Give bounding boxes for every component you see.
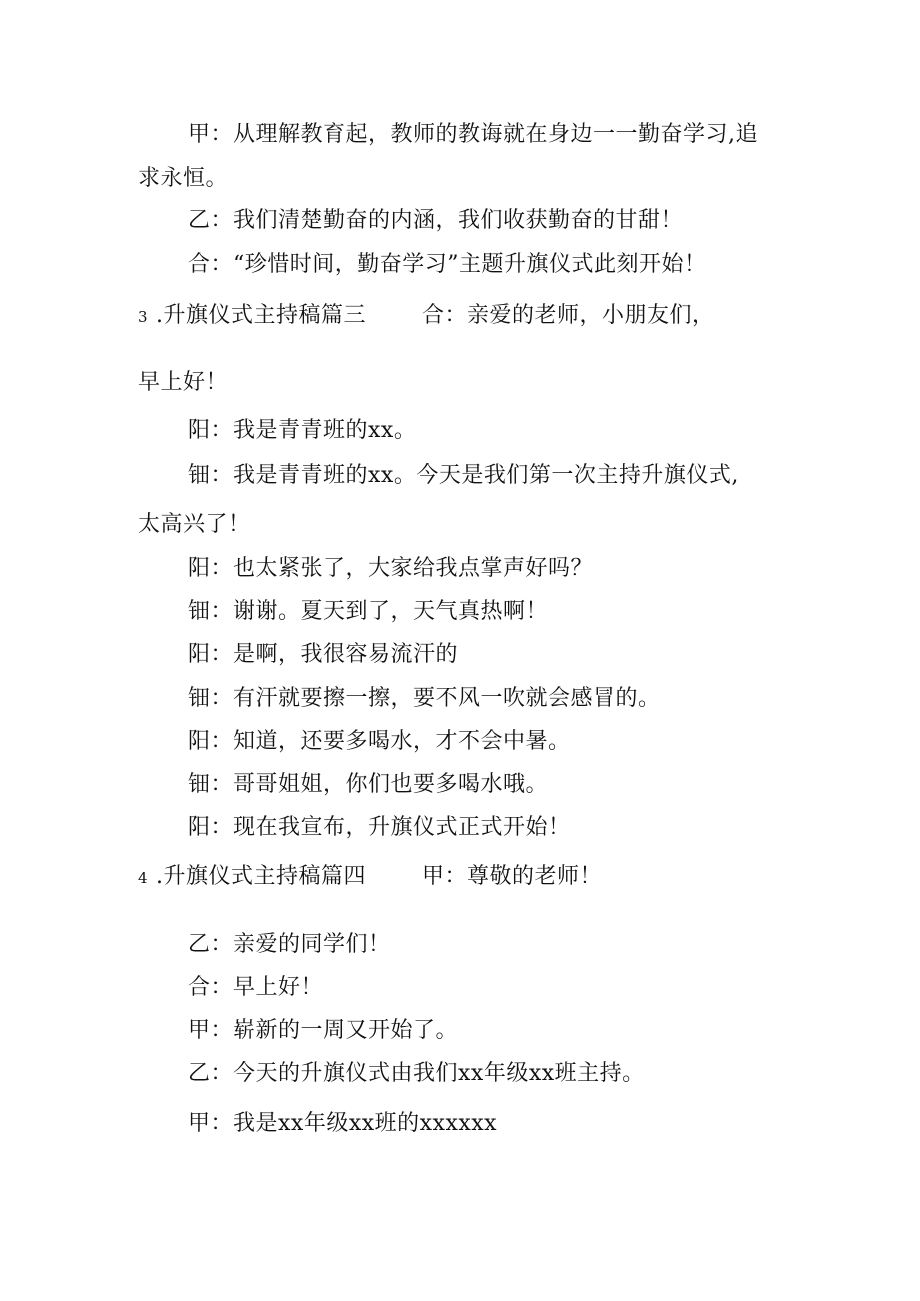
section-title: .升旗仪式主持稿篇四 — [156, 864, 367, 889]
paragraph-line: 早上好！ — [138, 370, 229, 395]
paragraph-line: 太高兴了！ — [138, 512, 251, 537]
paragraph-line: 阳：也太紧张了，大家给我点掌声好吗？ — [188, 556, 594, 581]
paragraph-line: 阳：是啊，我很容易流汗的 — [188, 642, 459, 667]
section-number: 4 — [138, 869, 149, 887]
section-number: 3 — [138, 308, 149, 326]
paragraph-line: 阳：我是青青班的xx。 — [188, 418, 417, 443]
paragraph-line: 阳：现在我宣布，升旗仪式正式开始！ — [188, 815, 571, 840]
paragraph-line: 钿：我是青青班的xx。今天是我们第一次主持升旗仪式, — [188, 463, 739, 488]
paragraph-line: 乙：亲爱的同学们！ — [188, 932, 391, 957]
paragraph-line: 求永恒。 — [138, 166, 229, 191]
paragraph-line: 钿：哥哥姐姐，你们也要多喝水哦。 — [188, 772, 549, 797]
paragraph-line: 乙：今天的升旗仪式由我们xx年级xx班主持。 — [188, 1061, 645, 1086]
paragraph-line: 钿：有汗就要擦一擦，要不风一吹就会感冒的。 — [188, 686, 661, 711]
paragraph-line: 甲：我是xx年级xx班的xxxxxx — [188, 1111, 498, 1136]
section-text: 甲：尊敬的老师！ — [422, 864, 603, 889]
paragraph-line: 甲：崭新的一周又开始了。 — [188, 1018, 459, 1043]
paragraph-line: 甲：从理解教育起，教师的教诲就在身边一一勤奋学习,追 — [188, 122, 758, 147]
section-text: 合：亲爱的老师，小朋友们， — [422, 303, 715, 328]
section-heading-4 — [138, 862, 602, 893]
paragraph-line: 合：早上好！ — [188, 975, 324, 1000]
paragraph-line: 钿：谢谢。夏天到了，天气真热啊！ — [188, 599, 549, 624]
paragraph-line: 合：“珍惜时间，勤奋学习”主题升旗仪式此刻开始！ — [188, 252, 707, 277]
paragraph-line: 阳：知道，还要多喝水，才不会中暑。 — [188, 729, 571, 754]
section-heading-3 — [138, 301, 715, 332]
section-title: .升旗仪式主持稿篇三 — [156, 303, 367, 328]
paragraph-line: 乙：我们清楚勤奋的内涵，我们收获勤奋的甘甜！ — [188, 208, 684, 233]
